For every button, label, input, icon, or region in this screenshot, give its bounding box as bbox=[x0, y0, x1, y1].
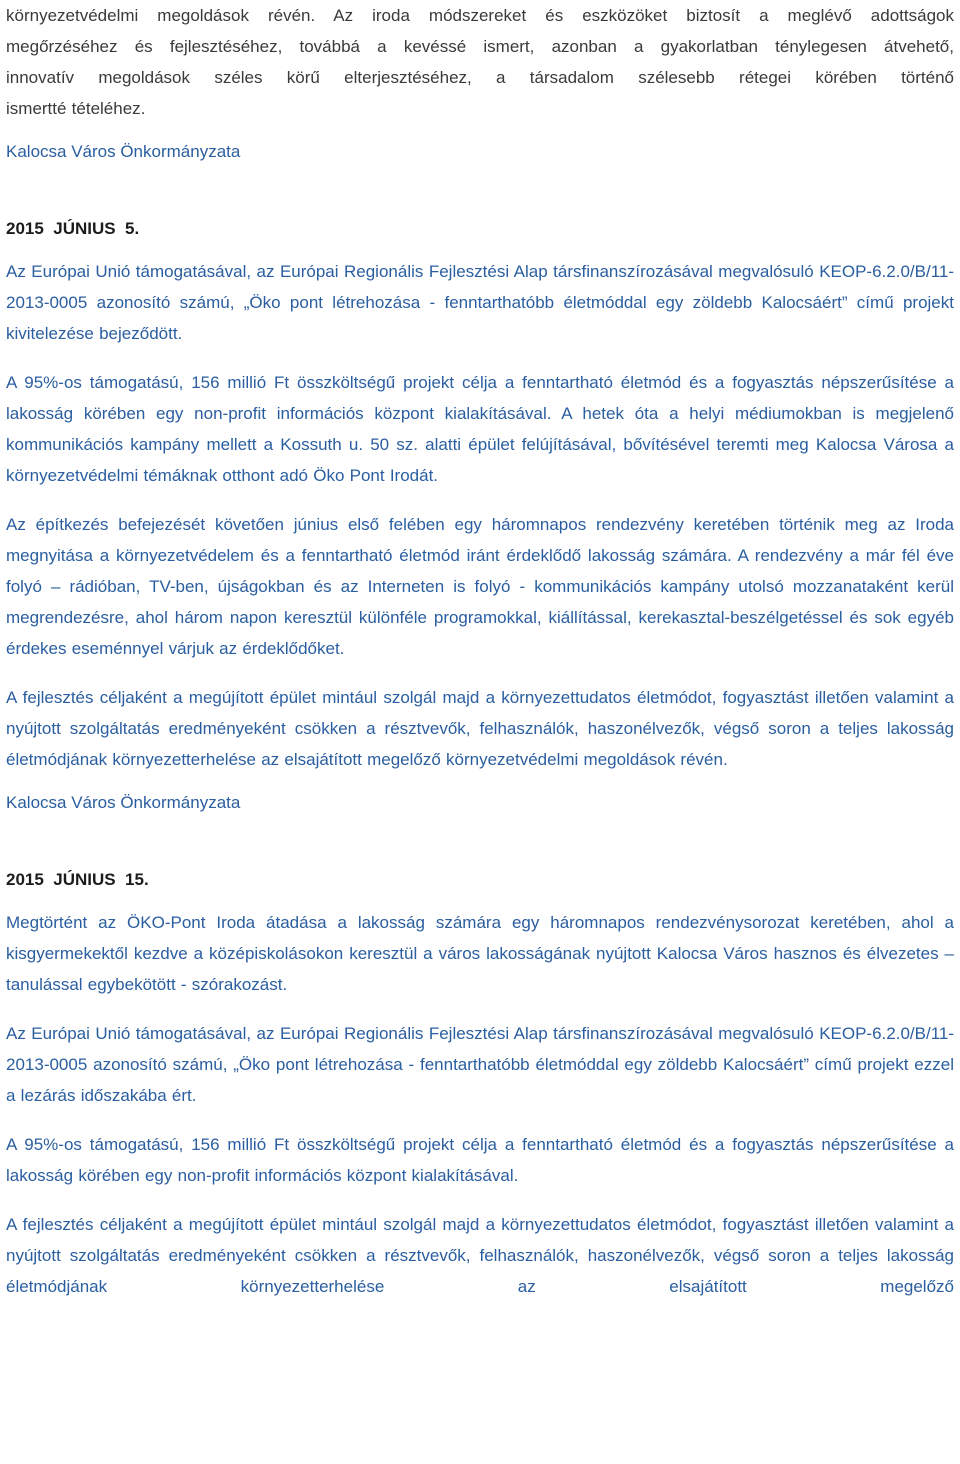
entry-paragraph: A 95%-os támogatású, 156 millió Ft összköltségű projekt célja a fenntartható életmód és a fogyasztás népszerűsítése a lakosság körében egy non-profit információs központ kialakításával. bbox=[6, 1135, 954, 1185]
signature: Kalocsa Város Önkormányzata bbox=[6, 793, 241, 812]
top-paragraph-line: környezetvédelmi megoldások révén. Az iroda módszereket és eszközöket biztosít a meglévő adottságok bbox=[6, 6, 954, 25]
signature: Kalocsa Város Önkormányzata bbox=[6, 142, 241, 161]
entry-paragraph: Az Európai Unió támogatásával, az Európai Regionális Fejlesztési Alap társfinanszírozásával megvalósuló KEOP-6.2.0/B/11-2013-0005 azonosító számú, „Öko pont létrehozása - fenntarthatóbb életmóddal egy zöldebb Kalocsáért” című projekt ezzel a lezárás időszakába ért. bbox=[6, 1024, 954, 1105]
entry-paragraph: Az Európai Unió támogatásával, az Európai Regionális Fejlesztési Alap társfinanszírozásával megvalósuló KEOP-6.2.0/B/11-2013-0005 azonosító számú, „Öko pont létrehozása - fenntarthatóbb életmóddal egy zöldebb Kalocsáért” című projekt kivitelezése bejeződött. bbox=[6, 262, 954, 343]
top-paragraph-line: megőrzéséhez és fejlesztéséhez, továbbá a kevéssé ismert, azonban a gyakorlatban ténylegesen átvehető, bbox=[6, 37, 954, 56]
entry-paragraph: A 95%-os támogatású, 156 millió Ft összköltségű projekt célja a fenntartható életmód és a fogyasztás népszerűsítése a lakosság körében egy non-profit információs központ kialakításával. A hetek óta a helyi médiumokban is megjelenő kommunikációs kampány mellett a Kossuth u. 50 sz. alatti épület felújításával, bővítésével teremti meg Kalocsa Városa a környezetvédelmi témáknak otthont adó Öko Pont Irodát. bbox=[6, 373, 954, 485]
entry-date: 2015 JÚNIUS 5. bbox=[6, 219, 140, 238]
entry-paragraph: A fejlesztés céljaként a megújított épület mintául szolgál majd a környezettudatos életmódot, fogyasztást illetően valamint a nyújtott szolgáltatás eredményeként csökken a résztvevők, felhasználók, haszonélvezők, végső soron a teljes lakosság életmódjának környezetterhelése az elsajátított megelőző környezetvédelmi megoldások révén. bbox=[6, 688, 954, 769]
top-paragraph-line: ismertté tételéhez. bbox=[6, 99, 146, 118]
top-paragraph-line: innovatív megoldások széles körű elterjesztéséhez, a társadalom szélesebb rétegei körében történő bbox=[6, 68, 954, 87]
entry-date: 2015 JÚNIUS 15. bbox=[6, 870, 149, 889]
entry-paragraph: A fejlesztés céljaként a megújított épület mintául szolgál majd a környezettudatos életmódot, fogyasztást illetően valamint a nyújtott szolgáltatás eredményeként csökken a résztvevők, felhasználók, haszonélvezők, végső soron a teljes lakosság életmódjának környezetterhelése az elsajátított megelőző bbox=[6, 1215, 954, 1296]
entry-paragraph: Az építkezés befejezését követően június első felében egy háromnapos rendezvény keretében történik meg az Iroda megnyitása a környezetvédelem és a fenntartható életmód iránt érdeklődő lakosság számára. A rendezvény a már fél éve folyó – rádióban, TV-ben, újságokban és az Interneten is folyó - kommunikációs kampány utolsó mozzanataként kerül megrendezésre, ahol három napon keresztül különféle programokkal, kiállítással, kerekasztal-beszélgetéssel és sok egyéb érdekes eseménnyel várjuk az érdeklődőket. bbox=[6, 515, 954, 658]
top-paragraph bbox=[6, 0, 954, 124]
entry-paragraph: Megtörtént az ÖKO-Pont Iroda átadása a lakosság számára egy háromnapos rendezvénysorozat keretében, ahol a kisgyermekektől kezdve a középiskolásokon keresztül a város lakosságának nyújtott Kalocsa Város hasznos és élvezetes – tanulással egybekötött - szórakozást. bbox=[6, 913, 954, 994]
